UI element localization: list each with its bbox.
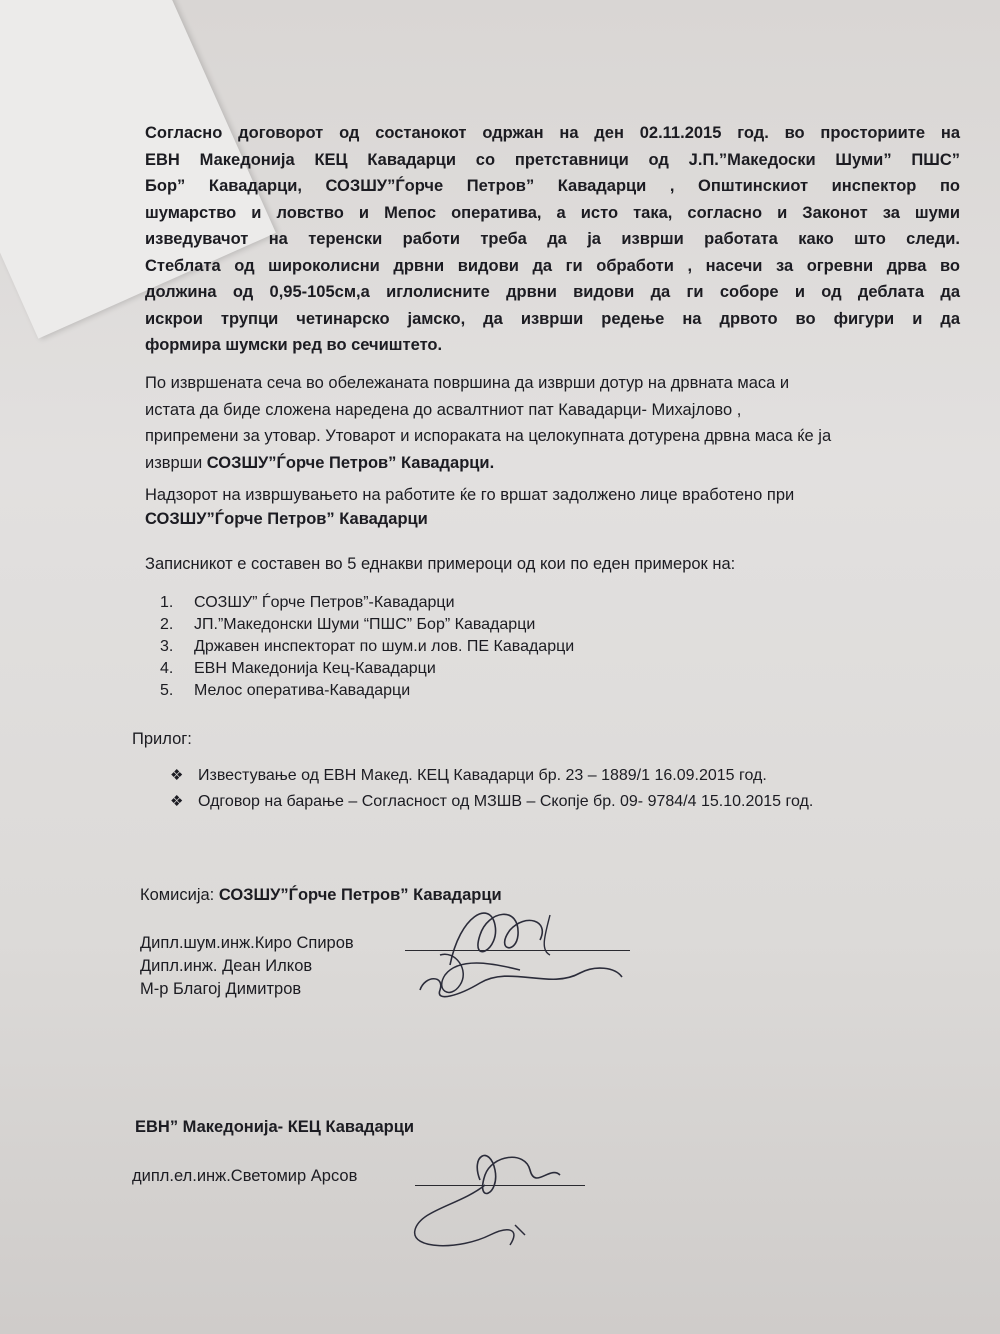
list-item — [160, 658, 574, 680]
text-line: шумарство и ловство и Мепос оператива, а исто така, согласно и Законот за шуми — [145, 203, 960, 222]
copies-intro: Записникот е составен во 5 еднакви примероци од кои по еден примерок на: — [145, 555, 736, 573]
attachment-item — [170, 766, 767, 785]
list-number: 2. — [160, 616, 174, 633]
text-line: Бор” Кавадарци, СОЗШУ”Ѓорче Петров” Кавадарци , Општинскиот инспектор по — [145, 177, 960, 195]
text-line: истата да биде сложена наредена до асвалтниот пат Кавадарци- Михајлово , — [145, 400, 742, 419]
text-prefix: изврши — [145, 453, 207, 472]
text-line: Согласно договорот од состанокот одржан на ден 02.11.2015 год. во просториите на — [145, 124, 960, 142]
diamond-bullet-icon: ❖ — [170, 793, 184, 810]
signature-image — [400, 1135, 600, 1255]
commission-member: М-р Благој Димитров — [140, 980, 302, 998]
text-line: ЕВН Македонија КЕЦ Кавадарци со претставници од Ј.П.”Македоски Шуми” ПШС” — [145, 150, 960, 169]
copies-list — [160, 592, 574, 702]
text-line: формира шумски ред во сечиштето. — [145, 336, 443, 354]
list-text: ЈП.”Македонски Шуми “ПШС” Бор” Кавадарци — [194, 616, 536, 633]
text-line: искрои трупци четинарско јамско, да изврши редење на дрвото во фигури и да — [145, 309, 960, 328]
commission-label: Комисија: — [140, 886, 219, 904]
list-number: 5. — [160, 682, 174, 699]
commission-org: СОЗШУ”Ѓорче Петров” Кавадарци — [218, 886, 502, 904]
list-number: 4. — [160, 660, 174, 677]
evn-heading: ЕВН” Македонија- КЕЦ Кавадарци — [135, 1118, 415, 1136]
text-line: По извршената сеча во обележаната површина да изврши дотур на дрвната маса и — [145, 374, 790, 392]
signature-image — [400, 895, 640, 1015]
list-number: 3. — [160, 638, 174, 655]
supervision-org: СОЗШУ”Ѓорче Петров” Кавадарци — [145, 510, 428, 528]
text-line: изведувачот на теренски работи треба да ја изврши работата како што следи. — [145, 230, 960, 248]
attachment-text: Одговор на барање – Согласност од МЗШВ – Скопје бр. 09- 9784/4 15.10.2015 год. — [198, 793, 814, 810]
list-text: ЕВН Македонија Кец-Кавадарци — [194, 660, 436, 677]
list-item — [160, 680, 574, 702]
org-name: СОЗШУ”Ѓорче Петров” Кавадарци. — [206, 453, 495, 472]
diamond-bullet-icon: ❖ — [170, 767, 184, 784]
commission-member: Дипл.шум.инж.Киро Спиров — [140, 934, 354, 952]
attachments-label: Прилог: — [132, 730, 192, 748]
text-line: Стеблата од широколисни дрвни видови да ги обработи , насечи за огревни дрва во — [145, 256, 960, 275]
list-text: Мелос оператива-Кавадарци — [194, 682, 411, 699]
list-text: СОЗШУ” Ѓорче Петров”-Кавадарци — [194, 594, 455, 611]
list-item — [160, 636, 574, 658]
list-number: 1. — [160, 594, 174, 611]
paragraph-agreement — [145, 120, 960, 359]
supervision-line: Надзорот на извршувањето на работите ќе го вршат задолжено лице вработено при — [145, 486, 795, 504]
paragraph-delivery — [145, 370, 965, 476]
commission-member: Дипл.инж. Деан Илков — [140, 957, 313, 975]
text-line: должина од 0,95-105см,а иглолисните дрвни видови да ги соборе и од деблата да — [145, 283, 960, 301]
list-text: Државен инспекторат по шум.и лов. ПЕ Кавадарци — [194, 638, 575, 655]
attachment-text: Известување од ЕВН Макед. КЕЦ Кавадарци бр. 23 – 1889/1 16.09.2015 год. — [198, 767, 767, 784]
evn-member: дипл.ел.инж.Светомир Арсов — [132, 1167, 358, 1185]
text-line: припремени за утовар. Утоварот и испораката на целокупната дотурена дрвна маса ќе ја — [145, 427, 832, 445]
list-item — [160, 592, 574, 614]
list-item — [160, 614, 574, 636]
text-line — [145, 450, 965, 477]
attachment-item — [170, 792, 813, 811]
